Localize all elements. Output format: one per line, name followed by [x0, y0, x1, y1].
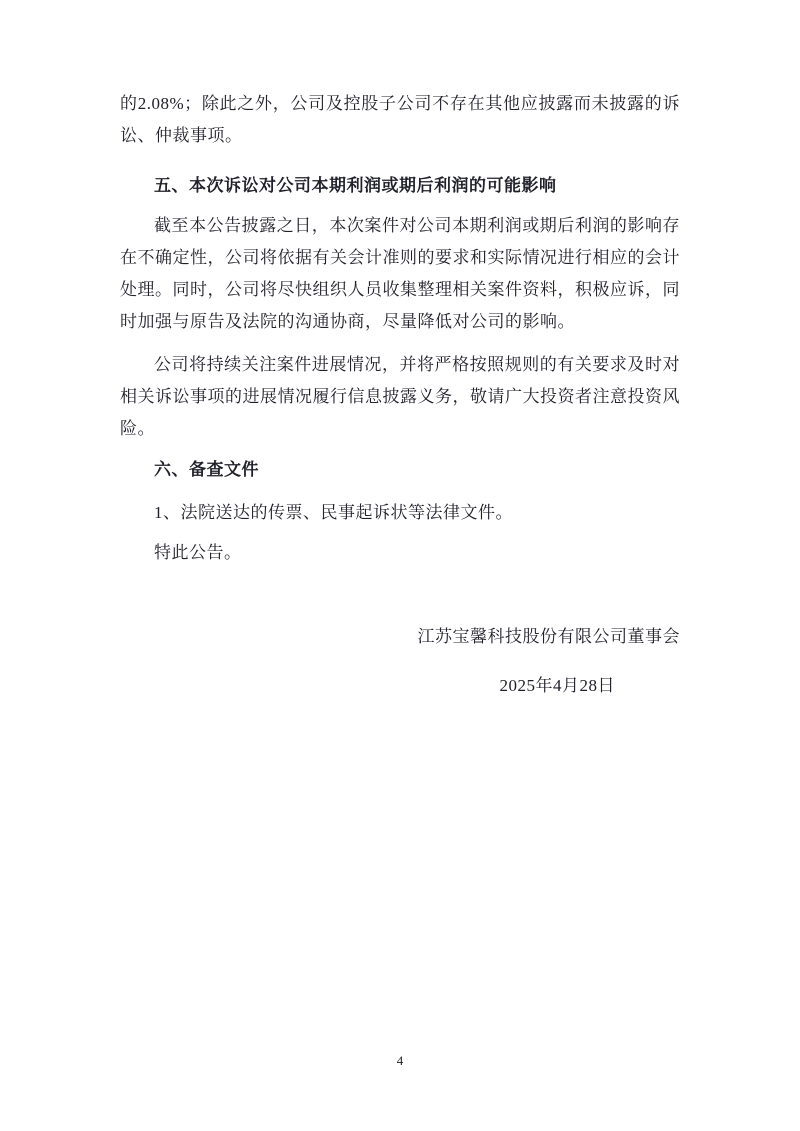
signature-date: 2025年4月28日 — [499, 676, 615, 695]
page-number: 4 — [396, 1053, 404, 1068]
section5-paragraph-followup: 公司将持续关注案件进展情况，并将严格按照规则的有关要求及时对相关诉讼事项的进展情况履行信息披露义务，敬请广大投资者注意投资风险。 — [120, 355, 680, 438]
section6-item-1: 1、法院送达的传票、民事起诉状等法律文件。 — [154, 503, 513, 522]
closing-statement: 特此公告。 — [154, 543, 242, 562]
section5-heading: 五、本次诉讼对公司本期利润或期后利润的可能影响 — [154, 176, 557, 195]
section6-heading: 六、备查文件 — [154, 460, 259, 479]
continuation-paragraph: 的2.08%；除此之外，公司及控股子公司不存在其他应披露而未披露的诉讼、仲裁事项。 — [120, 94, 680, 145]
section5-paragraph-impact: 截至本公告披露之日，本次案件对公司本期利润或期后利润的影响存在不确定性，公司将依据有关会计准则的要求和实际情况进行相应的会计处理。同时，公司将尽快组织人员收集整理相关案件资料，积极应诉，同时加强与原告及法院的沟通协商，尽量降低对公司的影响。 — [120, 216, 680, 331]
signature-block — [120, 621, 680, 702]
signature-company: 江苏宝馨科技股份有限公司董事会 — [417, 627, 680, 646]
document-content — [120, 88, 680, 702]
